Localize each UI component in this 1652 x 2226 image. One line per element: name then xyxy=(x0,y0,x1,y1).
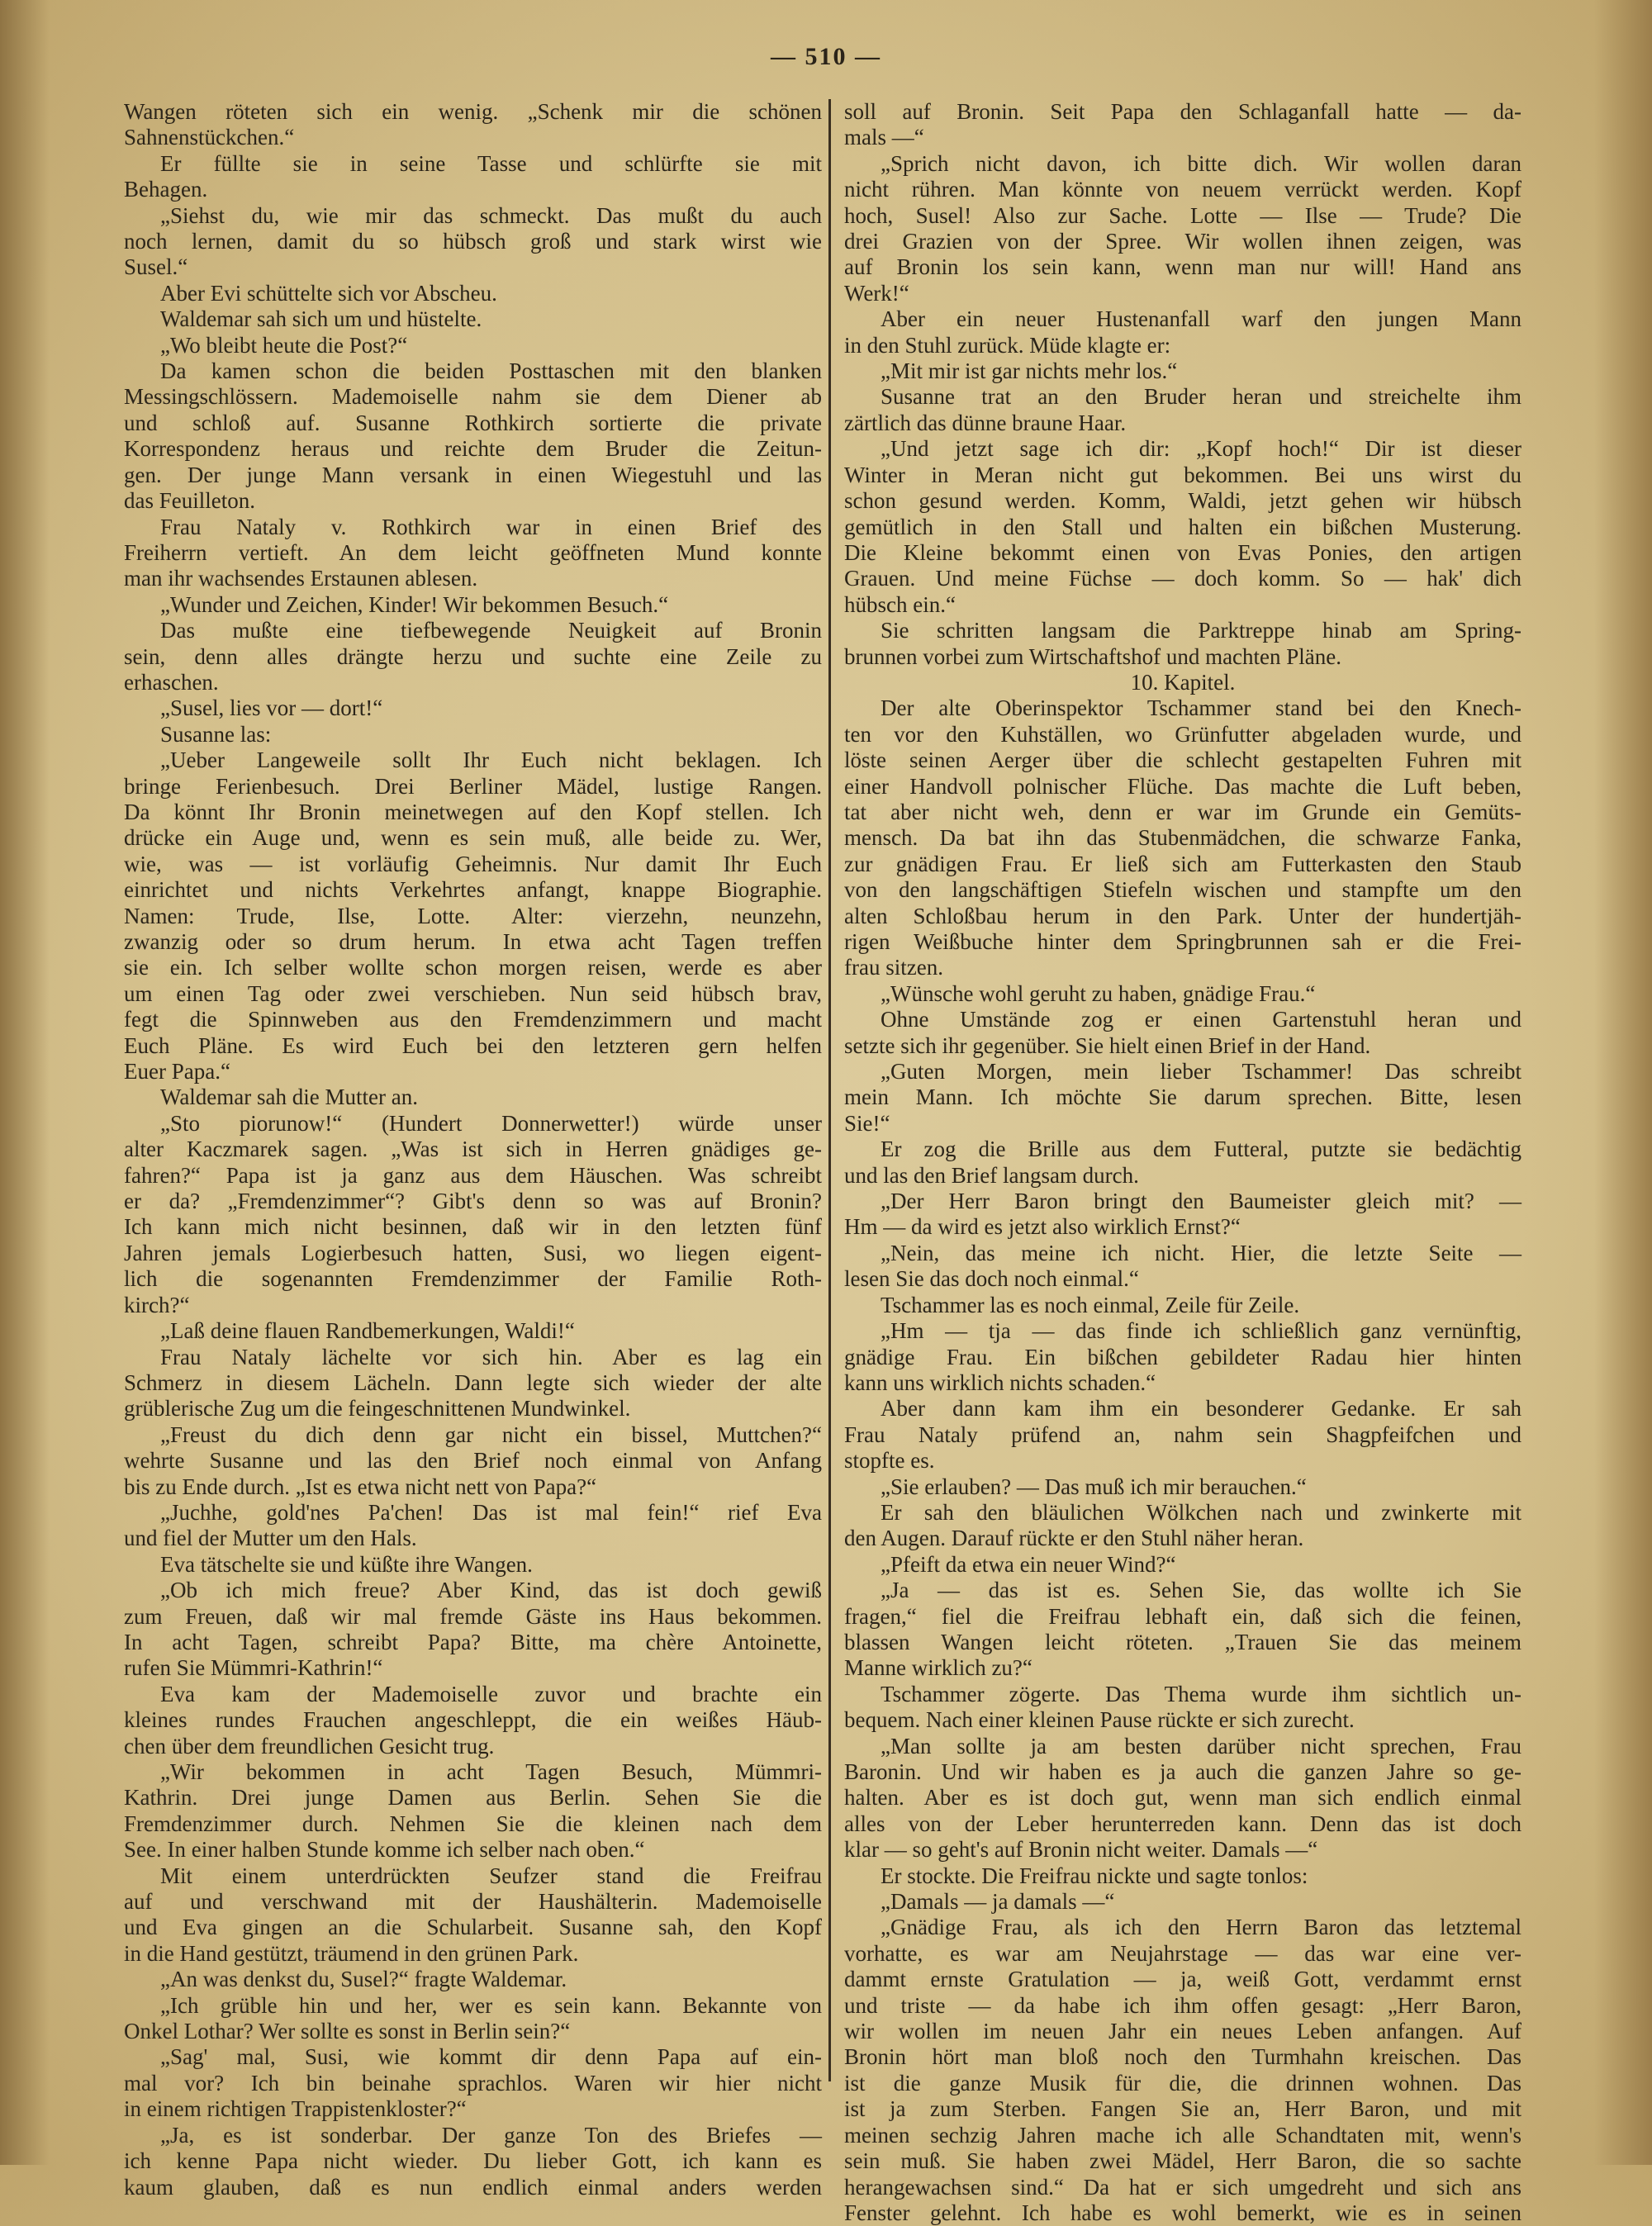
text-line: rufen Sie Mümmri-Kathrin!“ xyxy=(124,1655,383,1681)
text-line: löste seinen Aerger über die schlecht gestapelten Fuhren mit xyxy=(844,748,1521,773)
text-line: Hm — da wird es jetzt also wirklich Ernst?“ xyxy=(844,1214,1241,1240)
paragraph xyxy=(124,618,822,695)
text-line: Bronin hört man bloß noch den Turmhahn kreischen. Das xyxy=(844,2044,1521,2070)
text-line: erhaschen. xyxy=(124,669,219,695)
text-line: setzte sich ihr gegenüber. Sie hielt einen Brief in der Hand. xyxy=(844,1032,1371,1058)
text-line: meinen sechzig Jahren mache ich alle Schandtaten mit, wenn's xyxy=(844,2122,1521,2148)
paragraph xyxy=(124,1552,822,1578)
text-line: drücke ein Auge und, wenn es sein muß, alle beide zu. Wer, xyxy=(124,825,822,851)
text-line: nicht rühren. Man könnte von neuem verrückt werden. Kopf xyxy=(844,177,1521,202)
text-line: Sie!“ xyxy=(844,1110,890,1136)
paragraph xyxy=(844,99,1521,151)
paragraph xyxy=(124,99,822,151)
text-line: „Nein, das meine ich nicht. Hier, die letzte Seite — xyxy=(881,1240,1521,1265)
paragraph xyxy=(124,2123,822,2200)
text-line: hoch, Susel! Also zur Sache. Lotte — Ilse — Trude? Die xyxy=(844,202,1521,228)
text-line: zum Freuen, daß wir mal fremde Gäste ins Haus bekommen. xyxy=(124,1603,822,1629)
text-line: „Sto piorunow!“ (Hundert Donnerwetter!) würde unser xyxy=(160,1110,822,1136)
text-line: Sahnenstückchen.“ xyxy=(124,125,295,150)
text-line: Tschammer las es noch einmal, Zeile für Zeile. xyxy=(881,1292,1300,1317)
text-line: vorhatte, es war am Neujahrstage — das war eine ver- xyxy=(844,1940,1521,1966)
text-line: mensch. Da bat ihn das Stubenmädchen, die schwarze Fanka, xyxy=(844,825,1521,851)
text-line: klar — so geht's auf Bronin nicht weiter. Damals —“ xyxy=(844,1837,1318,1863)
text-line: Manne wirklich zu?“ xyxy=(844,1655,1032,1681)
text-line: bis zu Ende durch. „Ist es etwa nicht nett von Papa?“ xyxy=(124,1474,597,1499)
text-line: stopfte es. xyxy=(844,1448,935,1474)
text-line: und Eva gingen an die Schularbeit. Susanne sah, den Kopf xyxy=(124,1915,822,1940)
text-line: Euch Pläne. Es wird Euch bei den letzteren gern helfen xyxy=(124,1032,822,1058)
paragraph xyxy=(844,306,1521,358)
text-line: „Sprich nicht davon, ich bitte dich. Wir wollen daran xyxy=(881,150,1521,176)
text-line: das Feuilleton. xyxy=(124,488,255,514)
text-line: „Mit mir ist gar nichts mehr los.“ xyxy=(881,358,1178,384)
text-line: in einem richtigen Trappistenkloster?“ xyxy=(124,2096,467,2122)
text-line: um einen Tag oder zwei verschieben. Nun seid hübsch brav, xyxy=(124,980,822,1006)
text-line: „Wunder und Zeichen, Kinder! Wir bekommen Besuch.“ xyxy=(160,591,669,617)
text-line: Der alte Oberinspektor Tschammer stand bei den Knech- xyxy=(881,695,1521,721)
text-line: Frau Nataly v. Rothkirch war in einen Brief des xyxy=(160,514,822,539)
paragraph xyxy=(844,1578,1521,1682)
text-line: Susel.“ xyxy=(124,254,188,280)
text-line: „Sie erlauben? — Das muß ich mir berauchen.“ xyxy=(881,1474,1307,1499)
text-line: mals —“ xyxy=(844,125,924,150)
paragraph xyxy=(124,1318,822,1344)
text-line: lich die sogenannten Fremdenzimmer der Familie Roth- xyxy=(124,1266,822,1292)
text-line: man ihr wachsendes Erstaunen ablesen. xyxy=(124,566,478,591)
text-line: Da könnt Ihr Bronin meinetwegen auf den Kopf stellen. Ich xyxy=(124,799,822,824)
paragraph xyxy=(844,384,1521,436)
text-line: in die Hand gestützt, träumend in den grünen Park. xyxy=(124,1940,579,1966)
text-line: ist ja zum Sterben. Fangen Sie an, Herr Baron, und mit xyxy=(844,2096,1521,2122)
paragraph xyxy=(844,1059,1521,1137)
paragraph xyxy=(124,1422,822,1500)
text-line: zärtlich das dünne braune Haar. xyxy=(844,410,1127,435)
text-line: Fenster gelehnt. Ich habe es wohl bemerkt, wie es in seinen xyxy=(844,2200,1521,2225)
paragraph xyxy=(844,1889,1521,1915)
text-line: „Freust du dich denn gar nicht ein bissel, Muttchen?“ xyxy=(160,1422,822,1447)
paragraph xyxy=(844,1500,1521,1552)
text-line: sie ein. Ich selber wollte schon morgen reisen, werde es aber xyxy=(124,955,822,980)
paragraph xyxy=(844,1007,1521,1059)
text-line: kaum glauben, daß es nun endlich einmal anders werden xyxy=(124,2174,822,2200)
paragraph xyxy=(124,306,822,332)
paragraph xyxy=(124,1993,822,2045)
paragraph xyxy=(124,1345,822,1422)
text-line: „Sag' mal, Susi, wie kommt dir denn Papa auf ein- xyxy=(160,2044,822,2070)
paragraph xyxy=(844,1137,1521,1189)
paragraph xyxy=(124,515,822,592)
text-line: „Der Herr Baron bringt den Baumeister gleich mit? — xyxy=(881,1189,1521,1214)
paragraph xyxy=(844,1241,1521,1293)
text-line: Baronin. Und wir haben es ja auch die ganzen Jahre so ge- xyxy=(844,1759,1521,1784)
text-line: frau sitzen. xyxy=(844,955,943,980)
text-line: zur gnädigen Frau. Er ließ sich am Futterkasten den Staub xyxy=(844,851,1521,876)
text-line: Winter in Meran nicht gut bekommen. Bei uns wirst du xyxy=(844,462,1521,487)
text-line: mein Mann. Ich möchte Sie darum sprechen. Bitte, lesen xyxy=(844,1085,1521,1110)
paragraph xyxy=(124,748,822,1085)
paragraph xyxy=(124,1111,822,1318)
paragraph xyxy=(844,695,1521,980)
text-line: zwanzig oder so drum herum. In etwa acht Tagen treffen xyxy=(124,929,822,954)
text-line: gemütlich in den Stall und halten ein bißchen Musterung. xyxy=(844,514,1521,539)
text-line: „Juchhe, gold'nes Pa'chen! Das ist mal fein!“ rief Eva xyxy=(160,1499,822,1525)
text-line: Er füllte sie in seine Tasse und schlürfte sie mit xyxy=(160,150,822,176)
paragraph xyxy=(124,1759,822,1863)
text-line: „Hm — tja — das finde ich schließlich ganz vernünftig, xyxy=(881,1318,1521,1344)
text-line: Er stockte. Die Freifrau nickte und sagte tonlos: xyxy=(881,1863,1308,1888)
text-line: dammt ernste Gratulation — ja, weiß Gott, verdammt ernst xyxy=(844,1967,1521,1992)
text-line: bringe Ferienbesuch. Drei Berliner Mädel, lustige Rangen. xyxy=(124,773,822,799)
text-line: „Gnädige Frau, als ich den Herrn Baron das letztemal xyxy=(881,1915,1521,1940)
text-line: in den Stuhl zurück. Müde klagte er: xyxy=(844,332,1171,358)
text-line: alten Schloßbau herum in den Park. Unter der hundertjäh- xyxy=(844,903,1521,928)
paragraph xyxy=(844,1293,1521,1318)
text-line: kann uns wirklich nichts schaden.“ xyxy=(844,1369,1156,1395)
text-line: Kathrin. Drei junge Damen aus Berlin. Sehen Sie die xyxy=(124,1785,822,1811)
text-line: In acht Tagen, schreibt Papa? Bitte, ma chère Antoinette, xyxy=(124,1629,822,1654)
text-line: und triste — da habe ich ihm offen gesagt: „Herr Baron, xyxy=(844,1992,1521,2018)
text-line: gnädige Frau. Ein bißchen gebildeter Radau hier hinten xyxy=(844,1344,1521,1369)
text-line: „Pfeift da etwa ein neuer Wind?“ xyxy=(881,1551,1176,1577)
text-line: sein, denn alles drängte herzu und suchte eine Zeile zu xyxy=(124,643,822,669)
text-line: Messingschlössern. Mademoiselle nahm sie dem Diener ab xyxy=(124,384,822,410)
text-line: Waldemar sah sich um und hüstelte. xyxy=(160,306,482,332)
text-line: er da? „Fremdenzimmer“? Gibt's denn so was auf Bronin? xyxy=(124,1189,822,1214)
paragraph xyxy=(124,1863,822,1967)
text-line: noch lernen, damit du so hübsch groß und stark wirst wie xyxy=(124,229,822,254)
text-line: Grauen. Und meine Füchse — doch komm. So — hak' dich xyxy=(844,566,1521,591)
text-line: „Man sollte ja am besten darüber nicht sprechen, Frau xyxy=(881,1733,1521,1758)
text-line: auf Bronin los sein kann, wenn man nur will! Hand ans xyxy=(844,254,1521,280)
text-line: Susanne trat an den Bruder heran und streichelte ihm xyxy=(881,384,1521,410)
paragraph xyxy=(844,1318,1521,1396)
text-line: kirch?“ xyxy=(124,1292,190,1317)
text-line: und fiel der Mutter um den Hals. xyxy=(124,1526,417,1551)
page-edge-shadow-left xyxy=(0,0,50,2165)
text-line: lesen Sie das doch noch einmal.“ xyxy=(844,1266,1139,1292)
text-line: wir wollen im neuen Jahr ein neues Leben anfangen. Auf xyxy=(844,2019,1521,2044)
text-line: „Damals — ja damals —“ xyxy=(881,1889,1115,1915)
text-line: „Wir bekommen in acht Tagen Besuch, Mümmri- xyxy=(160,1759,822,1784)
text-line: „Ueber Langeweile sollt Ihr Euch nicht beklagen. Ich xyxy=(160,748,822,773)
paragraph xyxy=(844,1189,1521,1241)
text-line: hübsch ein.“ xyxy=(844,591,956,617)
paragraph xyxy=(124,203,822,281)
text-line: Mit einem unterdrückten Seufzer stand die Freifrau xyxy=(160,1863,822,1888)
right-text-column xyxy=(844,99,1521,2226)
text-line: den Augen. Darauf rückte er den Stuhl näher heran. xyxy=(844,1526,1304,1551)
text-line: Er zog die Brille aus dem Futteral, putzte sie bedächtig xyxy=(881,1137,1521,1162)
text-line: herangewachsen sind.“ Da hat er sich umgedreht und sich ans xyxy=(844,2174,1521,2200)
text-line: Eva kam der Mademoiselle zuvor und brachte ein xyxy=(160,1681,822,1706)
paragraph xyxy=(124,151,822,203)
text-line: Die Kleine bekommt einen von Evas Ponies, den artigen xyxy=(844,539,1521,565)
paragraph xyxy=(124,592,822,618)
text-line: „An was denkst du, Susel?“ fragte Waldemar. xyxy=(160,1967,567,1992)
text-line: ten vor den Kuhställen, wo Grünfutter abgeladen wurde, und xyxy=(844,721,1521,747)
text-line: Freiherrn vertieft. An dem leicht geöffneten Mund konnte xyxy=(124,539,822,565)
paragraph xyxy=(844,1396,1521,1474)
text-line: fahren?“ Papa ist ja ganz aus dem Häuschen. Was schreibt xyxy=(124,1162,822,1188)
text-line: mal vor? Ich bin beinahe sprachlos. Waren wir hier nicht xyxy=(124,2070,822,2095)
text-line: tat aber nicht weh, denn er war im Grunde ein Gemüts- xyxy=(844,799,1521,824)
paragraph xyxy=(124,695,822,721)
text-line: Tschammer zögerte. Das Thema wurde ihm sichtlich un- xyxy=(881,1681,1521,1706)
paragraph xyxy=(844,358,1521,384)
text-line: Sie schritten langsam die Parktreppe hinab am Spring- xyxy=(881,618,1521,643)
text-line: soll auf Bronin. Seit Papa den Schlaganfall hatte — da- xyxy=(844,99,1521,124)
chapter-heading xyxy=(844,670,1521,695)
page-edge-shadow-right xyxy=(1594,0,1652,2165)
text-line: bequem. Nach einer kleinen Pause rückte er sich zurecht. xyxy=(844,1707,1355,1733)
text-line: von den langschäftigen Stiefeln wischen und stampfte um den xyxy=(844,877,1521,903)
text-line: „Wünsche wohl geruht zu haben, gnädige Frau.“ xyxy=(881,980,1316,1006)
text-line: und schloß auf. Susanne Rothkirch sortierte die private xyxy=(124,410,822,435)
text-line: „Laß deine flauen Randbemerkungen, Waldi!“ xyxy=(160,1318,575,1344)
paragraph xyxy=(844,1474,1521,1500)
text-line: Das mußte eine tiefbewegende Neuigkeit auf Bronin xyxy=(160,618,822,643)
text-line: Werk!“ xyxy=(844,280,909,306)
text-line: Jahren jemals Logierbesuch hatten, Susi, wo liegen eigent- xyxy=(124,1240,822,1265)
paragraph xyxy=(124,1500,822,1552)
column-divider xyxy=(828,99,831,2081)
text-line: alter Kaczmarek sagen. „Was ist sich in Herren gnädiges ge- xyxy=(124,1137,822,1162)
paragraph xyxy=(844,436,1521,618)
text-line: Aber dann kam ihm ein besonderer Gedanke. Er sah xyxy=(881,1396,1521,1422)
paragraph xyxy=(124,1682,822,1759)
text-line: Da kamen schon die beiden Posttaschen mit den blanken xyxy=(160,358,822,384)
paragraph xyxy=(124,2044,822,2122)
text-line: Frau Nataly lächelte vor sich hin. Aber es lag ein xyxy=(160,1344,822,1369)
text-line: Fremdenzimmer durch. Nehmen Sie die kleinen nach dem xyxy=(124,1811,822,1836)
text-line: Euer Papa.“ xyxy=(124,1059,230,1085)
paragraph xyxy=(844,1863,1521,1889)
paragraph xyxy=(844,981,1521,1007)
text-line: „Wo bleibt heute die Post?“ xyxy=(160,332,408,358)
text-line: Ohne Umstände zog er einen Gartenstuhl heran und xyxy=(881,1007,1521,1032)
paragraph xyxy=(124,333,822,358)
text-line: fegt die Spinnweben aus den Fremdenzimmern und macht xyxy=(124,1007,822,1032)
text-line: und las den Brief langsam durch. xyxy=(844,1162,1139,1188)
text-line: Wangen röteten sich ein wenig. „Schenk mir die schönen xyxy=(124,99,822,124)
text-line: Eva tätschelte sie und küßte ihre Wangen. xyxy=(160,1551,533,1577)
paragraph xyxy=(124,1967,822,1992)
paragraph xyxy=(844,1682,1521,1734)
text-line: fragen,“ fiel die Freifrau lebhaft ein, daß sich die feinen, xyxy=(844,1603,1521,1629)
text-line: 10. Kapitel. xyxy=(1130,669,1236,695)
paragraph xyxy=(124,1578,822,1682)
paragraph xyxy=(124,1085,822,1110)
paragraph xyxy=(124,281,822,306)
text-line: „Susel, lies vor — dort!“ xyxy=(160,695,383,721)
text-line: brunnen vorbei zum Wirtschaftshof und machten Pläne. xyxy=(844,643,1342,669)
text-line: Korrespondenz heraus und reichte dem Bruder die Zeitun- xyxy=(124,436,822,462)
text-line: „Und jetzt sage ich dir: „Kopf hoch!“ Dir ist dieser xyxy=(881,436,1521,462)
text-line: „Ja — das ist es. Sehen Sie, das wollte ich Sie xyxy=(881,1578,1521,1603)
text-line: kleines rundes Frauchen angeschleppt, die ein weißes Häub- xyxy=(124,1707,822,1733)
text-line: Aber Evi schüttelte sich vor Abscheu. xyxy=(160,280,497,306)
left-text-column xyxy=(124,99,822,2200)
text-line: „Guten Morgen, mein lieber Tschammer! Das schreibt xyxy=(881,1059,1521,1085)
text-line: halten. Aber es ist doch gut, wenn man sich endlich einmal xyxy=(844,1785,1521,1811)
text-line: Behagen. xyxy=(124,177,208,202)
paragraph xyxy=(844,1552,1521,1578)
text-line: schon gesund werden. Komm, Waldi, jetzt gehen wir hübsch xyxy=(844,488,1521,514)
text-line: sein muß. Sie haben zwei Mädel, Herr Baron, die so sachte xyxy=(844,2148,1521,2174)
text-line: „Ob ich mich freue? Aber Kind, das ist doch gewiß xyxy=(160,1578,822,1603)
text-line: See. In einer halben Stunde komme ich selber nach oben.“ xyxy=(124,1837,645,1863)
paragraph xyxy=(124,358,822,514)
text-line: Ich kann mich nicht besinnen, daß wir in den letzten fünf xyxy=(124,1214,822,1240)
text-line: Schmerz in diesem Lächeln. Dann legte sich wieder der alte xyxy=(124,1369,822,1395)
paragraph xyxy=(844,1734,1521,1863)
text-line: einer Handvoll polnischer Flüche. Das machte die Luft beben, xyxy=(844,773,1521,799)
text-line: Onkel Lothar? Wer sollte es sonst in Berlin sein?“ xyxy=(124,2019,571,2044)
text-line: Frau Nataly prüfend an, nahm sein Shagpfeifchen und xyxy=(844,1422,1521,1447)
paragraph xyxy=(844,618,1521,670)
text-line: Waldemar sah die Mutter an. xyxy=(160,1085,418,1110)
text-line: Namen: Trude, Ilse, Lotte. Alter: vierzehn, neunzehn, xyxy=(124,903,822,928)
paragraph xyxy=(124,722,822,748)
text-line: drei Grazien von der Spree. Wir wollen ihnen zeigen, was xyxy=(844,229,1521,254)
paragraph xyxy=(844,151,1521,306)
text-line: alles von der Leber herunterreden kann. Denn das ist doch xyxy=(844,1811,1521,1836)
paragraph xyxy=(844,1915,1521,2226)
text-line: rigen Weißbuche hinter dem Springbrunnen sah er die Frei- xyxy=(844,929,1521,954)
text-line: wehrte Susanne und las den Brief noch einmal von Anfang xyxy=(124,1448,822,1474)
text-line: Aber ein neuer Hustenanfall warf den jungen Mann xyxy=(881,306,1521,332)
text-line: grüblerische Zug um die feingeschnittenen Mundwinkel. xyxy=(124,1396,631,1422)
text-line: „Ja, es ist sonderbar. Der ganze Ton des Briefes — xyxy=(160,2122,822,2148)
text-line: wie, was — ist vorläufig Geheimnis. Nur damit Ihr Euch xyxy=(124,851,822,876)
text-line: blassen Wangen leicht röteten. „Trauen Sie das meinem xyxy=(844,1629,1521,1654)
text-line: ich kenne Papa nicht wieder. Du lieber Gott, ich kann es xyxy=(124,2148,822,2174)
text-line: auf und verschwand mit der Haushälterin. Mademoiselle xyxy=(124,1889,822,1915)
text-line: Er sah den bläulichen Wölkchen nach und zwinkerte mit xyxy=(881,1499,1521,1525)
text-line: einrichtet und nichts Verkehrtes anfangt, knappe Biographie. xyxy=(124,877,822,903)
text-line: „Ich grüble hin und her, wer es sein kann. Bekannte von xyxy=(160,1992,822,2018)
text-line: gen. Der junge Mann versank in einen Wiegestuhl und las xyxy=(124,462,822,487)
text-line: ist die ganze Musik für die, die drinnen wohnen. Das xyxy=(844,2070,1521,2095)
page-number: — 510 — xyxy=(771,43,881,70)
text-line: Susanne las: xyxy=(160,721,272,747)
text-line: „Siehst du, wie mir das schmeckt. Das mußt du auch xyxy=(160,202,822,228)
text-line: chen über dem freundlichen Gesicht trug. xyxy=(124,1733,495,1758)
